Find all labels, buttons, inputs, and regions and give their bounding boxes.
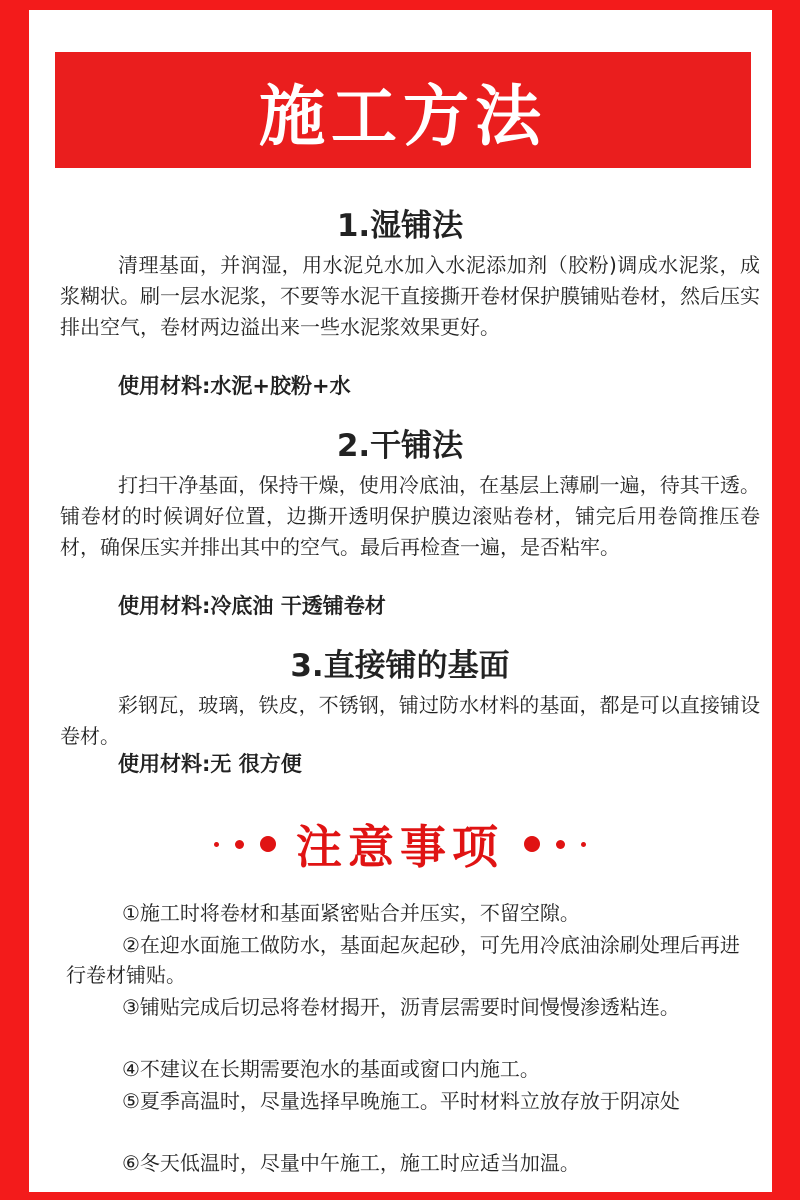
section-heading-dry-laying: 2.干铺法 <box>336 428 464 464</box>
page-title: 施工方法 <box>55 52 751 168</box>
section-body-dry-laying: 打扫干净基面，保持干燥，使用冷底油，在基层上薄刷一遍，待其干透。铺卷材的时候调好位置，边撕开透明保护膜边滚贴卷材，铺完后用卷筒推压卷材，确保压实并排出其中的空气。最后再检查一遍，是否粘牢。 <box>60 473 760 559</box>
notice-item-6: ⑥冬天低温时，尽量中午施工，施工时应适当加温。 <box>122 1151 580 1175</box>
section-body-direct-base: 彩钢瓦，玻璃，铁皮，不锈钢，铺过防水材料的基面，都是可以直接铺设卷材。 <box>60 693 760 748</box>
dot-icon <box>581 842 586 847</box>
section-materials-direct-base: 使用材料:无 很方便 <box>118 752 302 776</box>
section-body-wet-laying: 清理基面，并润湿，用水泥兑水加入水泥添加剂（胶粉)调成水泥浆，成浆糊状。刷一层水泥浆，不要等水泥干直接撕开卷材保护膜铺贴卷材，然后压实排出空气，卷材两边溢出来一些水泥浆效果更好。 <box>60 253 760 339</box>
dot-icon <box>260 836 276 852</box>
section-heading-wet-laying: 1.湿铺法 <box>336 208 464 244</box>
dot-icon <box>214 842 219 847</box>
section-materials-wet-laying: 使用材料:水泥+胶粉+水 <box>118 374 351 398</box>
dot-icon <box>524 836 540 852</box>
notice-title: 注意事项 <box>296 820 504 874</box>
notice-item-4: ④不建议在长期需要泡水的基面或窗口内施工。 <box>122 1057 540 1081</box>
section-materials-dry-laying: 使用材料:冷底油 干透铺卷材 <box>118 594 386 618</box>
notice-item-5: ⑤夏季高温时，尽量选择早晚施工。平时材料立放存放于阴凉处 <box>122 1089 680 1113</box>
notice-item-3: ③铺贴完成后切忌将卷材揭开，沥青层需要时间慢慢渗透粘连。 <box>122 995 680 1019</box>
notice-item-2: ②在迎水面施工做防水，基面起灰起砂，可先用冷底油涂刷处理后再进行卷材铺贴。 <box>66 933 740 987</box>
notice-header <box>0 808 800 880</box>
dot-icon <box>556 840 565 849</box>
dot-icon <box>235 840 244 849</box>
notice-item-1: ①施工时将卷材和基面紧密贴合并压实，不留空隙。 <box>122 901 580 925</box>
section-heading-direct-base: 3.直接铺的基面 <box>290 648 510 684</box>
